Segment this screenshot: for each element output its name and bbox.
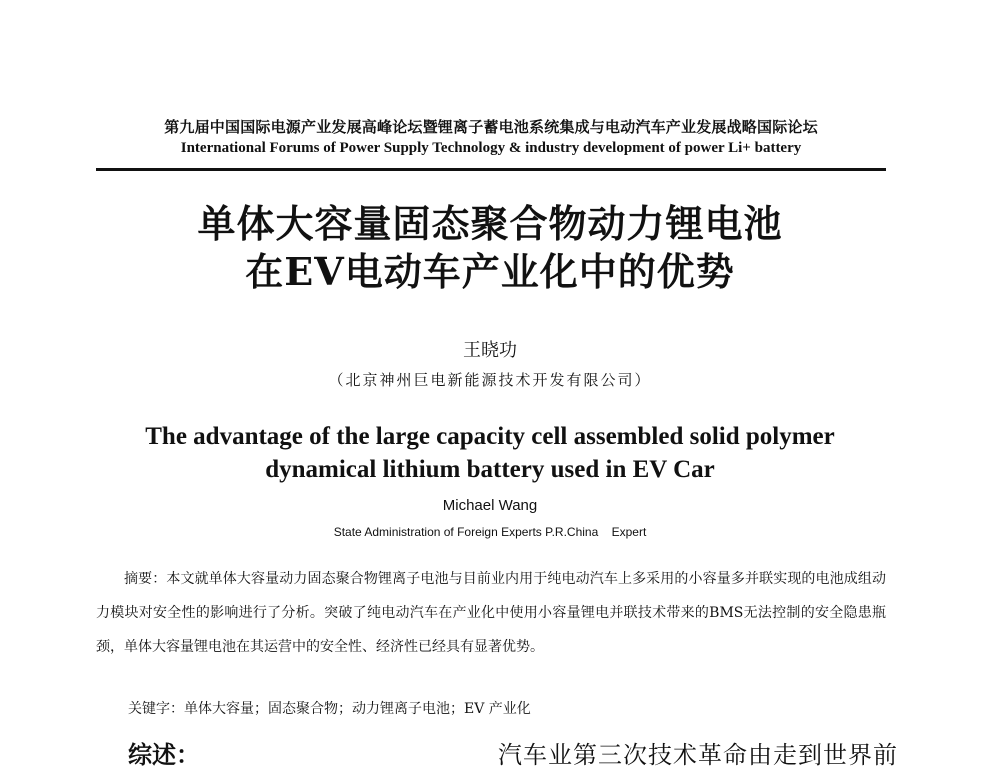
paper-title-cn-line2: 在EV电动车产业化中的优势 — [245, 249, 735, 294]
author-name-en: Michael Wang — [442, 497, 538, 514]
affiliation-cn: （北京神州巨电新能源技术开发有限公司） — [328, 371, 652, 389]
conference-header — [96, 116, 886, 158]
keywords: 关键字：单体大容量；固态聚合物；动力锂离子电池；EV 产业化 — [128, 701, 531, 717]
conference-title-en: International Forums of Power Supply Technology & industry development of power Li+ battery — [180, 140, 802, 156]
paper-title-en — [0, 420, 980, 486]
paper-title-en-line1: The advantage of the large capacity cell assembled solid polymer — [145, 423, 835, 450]
body-text: 汽车业第三次技术革命由走到世界前 — [498, 741, 898, 769]
abstract: 摘要：本文就单体大容量动力固态聚合物锂离子电池与目前业内用于纯电动汽车上多采用的小容量多并联实现的电池成组动力模块对安全性的影响进行了分析。突破了纯电动汽车在产业化中使用小容量锂电并联技术带来的BMS无法控制的安全隐患瓶颈，单体大容量锂电池在其运营中的安全性、经济性已经具有显著优势。 — [96, 571, 886, 655]
paper-title-cn — [0, 200, 980, 296]
paper-title-en-line2: dynamical lithium battery used in EV Car — [265, 456, 715, 483]
section-title: 综述： — [128, 741, 200, 769]
header-divider — [96, 168, 886, 171]
affiliation-en: State Administration of Foreign Experts P.R.China Expert — [333, 525, 647, 539]
conference-title-cn: 第九届中国国际电源产业发展高峰论坛暨锂离子蓄电池系统集成与电动汽车产业发展战略国际论坛 — [164, 118, 818, 136]
paper-title-cn-line1: 单体大容量固态聚合物动力锂电池 — [197, 201, 783, 246]
author-name-cn: 王晓功 — [463, 340, 517, 361]
